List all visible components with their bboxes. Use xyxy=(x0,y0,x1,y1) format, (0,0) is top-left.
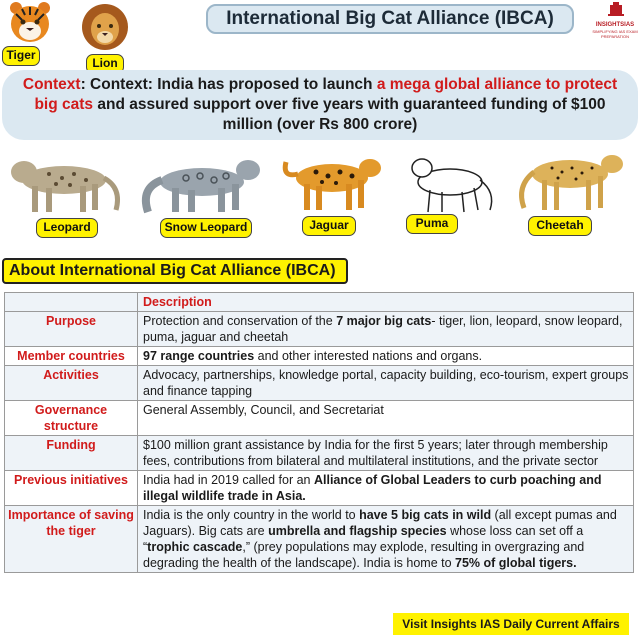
row-description xyxy=(138,401,634,436)
table-header-row xyxy=(5,293,634,312)
jaguar-label: Jaguar xyxy=(302,216,356,236)
table-header-key xyxy=(5,293,138,312)
row-description xyxy=(138,436,634,471)
brand-tagline: SIMPLIFYING IAS EXAM PREPARATION xyxy=(592,29,638,39)
row-key: Funding xyxy=(5,436,138,471)
row-description xyxy=(138,312,634,347)
brand-name: INSIGHTSIAS xyxy=(595,22,635,28)
description-bold-text: 75% of global tigers. xyxy=(455,556,577,570)
cheetah-illustration-icon xyxy=(508,146,634,216)
context-highlight: a mega global alliance to protect big cats xyxy=(34,76,618,113)
description-text: General Assembly, Council, and Secretariat xyxy=(143,403,384,417)
description-text: Protection and conservation of the xyxy=(143,314,337,328)
row-key: Importance of saving the tiger xyxy=(5,506,138,573)
page-title: International Big Cat Alliance (IBCA) xyxy=(206,4,574,34)
row-key: Activities xyxy=(5,366,138,401)
table-row xyxy=(5,401,634,436)
description-text: ,” (prey populations may explode, resulting in overgrazing and degrading the health of the landscape). India is home to xyxy=(143,540,585,570)
row-description xyxy=(138,471,634,506)
table-row xyxy=(5,436,634,471)
description-bold-text: have 5 big cats in wild xyxy=(359,508,492,522)
context-lead: : Context: India has proposed to launch xyxy=(80,76,377,93)
description-text: (all except pumas and Jaguars). Big cats are xyxy=(143,508,617,538)
snow-leopard-label: Snow Leopard xyxy=(160,218,252,238)
row-key: Purpose xyxy=(5,312,138,347)
footer-badge: Visit Insights IAS Daily Current Affairs xyxy=(393,613,629,635)
puma-label: Puma xyxy=(406,214,458,234)
leopard-illustration-icon xyxy=(4,150,130,216)
puma-illustration-icon xyxy=(400,152,500,214)
row-key: Previous initiatives xyxy=(5,471,138,506)
leopard-label: Leopard xyxy=(36,218,98,238)
description-text: India is the only country in the world to xyxy=(143,508,360,522)
description-bold-text: umbrella and flagship species xyxy=(268,524,447,538)
description-bold-text: Alliance of Global Leaders to curb poaching and illegal wildlife trade in Asia. xyxy=(143,473,602,503)
description-bold-text: 97 range countries xyxy=(143,349,255,363)
context-rest: and assured support over five years with guaranteed funding of $100 million (over Rs 800 crore) xyxy=(93,96,606,133)
row-key: Member countries xyxy=(5,347,138,366)
table-header-label: Description xyxy=(138,293,634,312)
cheetah-label: Cheetah xyxy=(528,216,592,236)
context-box xyxy=(2,70,638,140)
tiger-label: Tiger xyxy=(2,46,40,66)
row-key: Governance structure xyxy=(5,401,138,436)
row-description xyxy=(138,366,634,401)
description-text: - tiger, lion, leopard, snow leopard, puma, jaguar and cheetah xyxy=(143,314,623,344)
section-heading: About International Big Cat Alliance (IBCA) xyxy=(2,258,348,284)
lion-label: Lion xyxy=(86,54,124,74)
jaguar-illustration-icon xyxy=(280,148,390,214)
context-prefix: Context xyxy=(22,76,81,93)
description-text: Advocacy, partnerships, knowledge portal, capacity building, eco-tourism, expert groups and finance tapping xyxy=(143,368,629,398)
snow-leopard-illustration-icon xyxy=(136,150,272,218)
table-row xyxy=(5,312,634,347)
description-text: whose loss can set off a “ xyxy=(143,524,584,554)
table-row xyxy=(5,471,634,506)
description-text: $100 million grant assistance by India for the first 5 years; later through membership fees, contributions from bilateral and multilateral institutions, and the private sector xyxy=(143,438,608,468)
description-bold-text: 7 major big cats xyxy=(336,314,432,328)
table-row xyxy=(5,347,634,366)
table-row xyxy=(5,366,634,401)
row-description xyxy=(138,347,634,366)
row-description xyxy=(138,506,634,573)
table-row xyxy=(5,506,634,573)
info-table xyxy=(4,292,634,573)
tiger-head-icon xyxy=(6,0,54,44)
description-text: India had in 2019 called for an xyxy=(143,473,314,487)
lion-head-icon xyxy=(80,2,130,52)
description-text: and other interested nations and organs. xyxy=(254,349,483,363)
description-bold-text: trophic cascade xyxy=(147,540,243,554)
